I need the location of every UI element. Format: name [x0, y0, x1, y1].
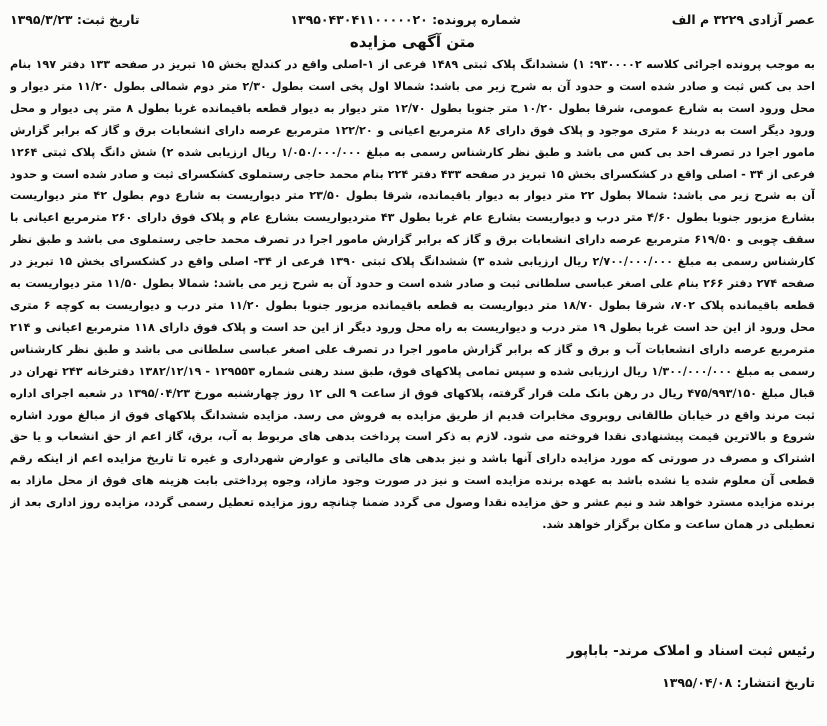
notice-header	[10, 6, 815, 32]
newspaper-reference: عصر آزادی ۳۲۲۹ م الف	[671, 11, 815, 27]
file-number: شماره پرونده: ۱۳۹۵۰۴۳۰۴۱۱۰۰۰۰۰۲۰	[290, 11, 521, 27]
notice-footer	[10, 672, 815, 694]
notice-title: متن آگهی مزایده	[349, 33, 476, 51]
signature: رئیس ثبت اسناد و املاک مرند- باباپور	[566, 643, 815, 659]
registration-date: تاریخ ثبت: ۱۳۹۵/۳/۲۳	[10, 11, 140, 27]
publish-date: تاریخ انتشار: ۱۳۹۵/۰۴/۰۸	[662, 675, 815, 690]
notice-body: به موجب پرونده اجرائی کلاسه ۹۳۰۰۰۰۲: ۱) ششدانگ پلاک ثبتی ۱۴۸۹ فرعی از ۱-اصلی واقع در کندلج بخش ۱۵ تبریز در صفحه ۱۳۳ دفتر ۱۹۷ بنام احد بی کس ثبت و صادر شده است و حدود آن به شرح زیر می باشد: شمالا اول پخی است بطول ۲/۳۰ متر دوم شمالی بطول ۱۱/۲۰ متر دیوار و محل ورود است به شارع عمومی، شرقا بطول ۱۰/۲۰ متر جنوبا بطول ۱۲/۷۰ متر دیوار به دیوار قطعه باقیمانده غربا بطول ۸ متر پی دیوار و محل ورود دیگر است به دربند ۶ متری موجود و پلاک فوق دارای ۸۶ مترمربع اعیانی و ۱۲۲/۲۰ مترمربع عرصه دارای انشعابات برق و گاز که برابر گزارش مامور اجرا در تصرف احد بی کس می باشد و طبق نظر کارشناس رسمی به مبلغ ۱/۰۵۰/۰۰۰/۰۰۰ ریال ارزیابی شده ۲) شش دانگ پلاک ثبتی ۱۲۶۴ فرعی از ۳۴ - اصلی واقع در کشکسرای بخش ۱۵ تبریز در صفحه ۴۳۳ دفتر ۲۲۴ بنام محمد حاجی رستملوی کشکسرای ثبت و صادر شده است و حدود آن به شرح زیر می باشد: شمالا بطول ۲۲ متر دیوار به دیوار باقیمانده، شرقا بطول ۲۳/۵۰ متر دیواریست به شارع دوم بطول ۴۲ متر دیواریست بشارع مزبور جنوبا بطول ۴/۶۰ متر درب و دیواریست بشارع عام غربا بطول ۴۳ متردیواریست بشارع عام و پلاک فوق دارای ۲۶۰ مترمربع اعیانی با سقف چوبی و ۶۱۹/۵۰ مترمربع عرصه دارای انشعابات برق و گاز که برابر گزارش مامور اجرا در تصرف محمد حاجی رستملوی می باشد و طبق نظر کارشناس رسمی به مبلغ ۲/۷۰۰/۰۰۰/۰۰۰ ریال ارزیابی شده ۳) ششدانگ پلاک ثبتی ۱۳۹۰ فرعی از ۳۴- اصلی واقع در کشکسرای بخش ۱۵ تبریز در صفحه ۲۷۴ دفتر ۲۶۶ بنام علی اصغر عباسی سلطانی ثبت و صادر شده است و حدود آن به شرح زیر می باشد: شمالا بطول ۱۱/۵۰ متر دیواریست به قطعه باقیمانده پلاک ۷۰۲، شرقا بطول ۱۸/۷۰ متر دیواریست به قطعه باقیمانده مزبور جنوبا بطول ۱۱/۲۰ متر درب و دیواریست به کوچه ۶ متری محل ورود از این حد است غربا بطول ۱۹ متر درب و دیواریست به راه محل ورود دیگر از این حد است و پلاک فوق دارای ۱۱۸ مترمربع اعیانی و ۲۱۴ مترمربع عرصه دارای انشعابات آب و برق و گاز که برابر گزارش مامور اجرا در تصرف علی اصغر عباسی سلطانی می باشد و طبق نظر کارشناس رسمی به مبلغ ۱/۳۰۰/۰۰۰/۰۰۰ ریال ارزیابی شده و سپس تمامی پلاکهای فوق، طبق سند رهنی شماره ۱۲۹۵۵۳ - ۱۳۸۲/۱۲/۱۹ دفترخانه ۲۴۳ تهران در قبال مبلغ ۴۷۵/۹۹۳/۱۵۰ ریال در رهن بانک ملت قرار گرفته، پلاکهای فوق از ساعت ۹ الی ۱۲ روز چهارشنبه مورخ ۱۳۹۵/۰۴/۲۳ در شعبه اجرای اداره ثبت مرند واقع در خیابان طالقانی روبروی مخابرات قدیم از طریق مزایده به فروش می رسد. مزایده ششدانگ پلاکهای فوق از مبالغ مورد اشاره شروع و بالاترین قیمت پیشنهادی نقدا فروخته می شود. لازم به ذکر است پرداخت بدهی های مربوط به آب، برق، گاز اعم از حق انشعاب و یا حق اشتراک و مصرف در صورتی که مورد مزایده دارای آنها باشد و نیز بدهی های مالیاتی و عوارض شهرداری و غیره تا تاریخ مزایده اعم از اینکه رقم قطعی آن معلوم شده یا نشده باشد به عهده برنده مزایده است و نیز در صورت وجود مازاد، وجوه پرداختی بابت هزینه های فوق از محل مازاد به برنده مزایده مسترد خواهد شد و نیم عشر و حق مزایده نقدا وصول می گردد ضمنا چنانچه روز مزایده تعطیل رسمی گردد، مزایده روز اداری بعد از تعطیلی در همان ساعت و مکان برگزار خواهد شد.	[10, 58, 815, 532]
